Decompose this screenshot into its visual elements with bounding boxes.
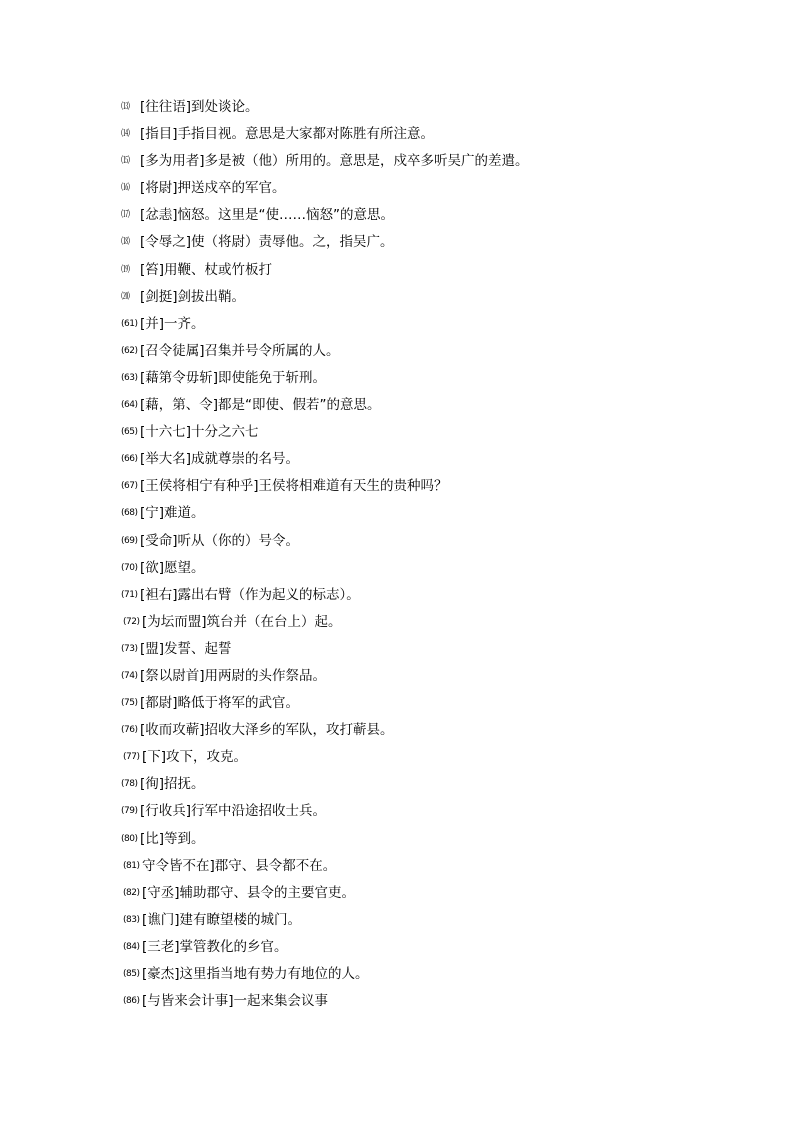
annotation-66 — [121, 446, 761, 473]
annotation-text: [三老]掌管教化的乡官。 — [142, 938, 288, 955]
annotation-number: ⒄ — [121, 210, 130, 221]
annotation-number: (73) — [121, 643, 138, 654]
annotation-58 — [121, 229, 761, 256]
annotation-text: [并]一齐。 — [140, 315, 205, 332]
annotation-text: [收而攻蕲]招收大泽乡的军队，攻打蕲县。 — [140, 722, 394, 739]
annotation-text: [行收兵]行军中沿途招收士兵。 — [140, 803, 327, 820]
annotation-text: [藉，第、令]都是“即使、假若”的意思。 — [140, 397, 381, 414]
annotation-53 — [121, 94, 761, 121]
annotation-number: (63) — [121, 372, 138, 383]
annotation-number: (70) — [121, 562, 138, 573]
annotation-number: (65) — [121, 427, 138, 438]
annotation-text: [与皆来会计事]一起来集会议事 — [142, 993, 329, 1010]
annotation-77 — [121, 744, 761, 771]
annotation-number: (76) — [121, 725, 138, 736]
annotation-59 — [121, 257, 761, 284]
annotation-80 — [121, 826, 761, 853]
annotation-text: [召令徒属]召集并号令所属的人。 — [140, 342, 340, 359]
annotation-57 — [121, 202, 761, 229]
annotation-text: [为坛而盟]筑台并（在台上）起。 — [142, 613, 342, 630]
annotation-56 — [121, 175, 761, 202]
annotation-text: [多为用者]多是被（他）所用的。意思是，戍卒多听吴广的差遣。 — [140, 153, 529, 170]
annotation-67 — [121, 473, 761, 500]
annotation-79 — [121, 798, 761, 825]
annotation-text: [剑挺]剑拔出鞘。 — [140, 288, 246, 305]
annotation-81 — [121, 853, 761, 880]
annotation-text: [豪杰]这里指当地有势力有地位的人。 — [142, 966, 369, 982]
annotation-number: ⒀ — [121, 102, 130, 112]
annotation-number: ⒆ — [121, 264, 130, 275]
annotation-text: [将尉]押送戍卒的军官。 — [140, 180, 286, 197]
annotation-list — [121, 94, 761, 1015]
annotation-text: [袒右]露出右臂（作为起义的标志）。 — [140, 586, 360, 603]
annotation-text: [都尉]略低于将军的武官。 — [140, 695, 300, 712]
annotation-text: [往往语]到处谈论。 — [140, 99, 259, 115]
annotation-65 — [121, 419, 761, 446]
annotation-72 — [121, 609, 761, 636]
annotation-68 — [121, 500, 761, 527]
annotation-69 — [121, 528, 761, 555]
annotation-number: ⒃ — [121, 183, 130, 194]
annotation-text: [宁]难道。 — [140, 505, 205, 522]
annotation-86 — [121, 988, 761, 1015]
annotation-text: [藉第令毋斩]即使能免于斩刑。 — [140, 369, 327, 386]
annotation-number: ⒅ — [121, 237, 130, 248]
annotation-73 — [121, 636, 761, 663]
annotation-number: (69) — [121, 535, 138, 546]
annotation-number: (82) — [123, 887, 140, 898]
annotation-83 — [121, 907, 761, 934]
annotation-text: [指目]手指目视。意思是大家都对陈胜有所注意。 — [140, 126, 435, 143]
annotation-number: (77) — [123, 752, 140, 763]
annotation-number: (84) — [123, 941, 140, 952]
annotation-number: (83) — [123, 914, 140, 925]
annotation-75 — [121, 690, 761, 717]
annotation-number: (66) — [121, 454, 138, 465]
annotation-84 — [121, 934, 761, 961]
annotation-55 — [121, 148, 761, 175]
annotation-number: (61) — [121, 318, 138, 329]
annotation-76 — [121, 717, 761, 744]
annotation-82 — [121, 880, 761, 907]
annotation-text: [盟]发誓、起誓 — [140, 640, 232, 657]
annotation-71 — [121, 582, 761, 609]
annotation-number: (86) — [123, 996, 140, 1007]
annotation-text: [举大名]成就尊崇的名号。 — [140, 451, 300, 468]
annotation-54 — [121, 121, 761, 148]
annotation-text: [十六七]十分之六七 — [140, 424, 259, 441]
annotation-85 — [121, 961, 761, 988]
annotation-number: (68) — [121, 508, 138, 519]
annotation-number: (64) — [121, 400, 138, 411]
annotation-number: (80) — [121, 833, 138, 844]
annotation-number: (85) — [123, 969, 140, 979]
annotation-text: [守丞]辅助郡守、县令的主要官吏。 — [142, 884, 356, 901]
annotation-number: ⒂ — [121, 156, 130, 167]
annotation-64 — [121, 392, 761, 419]
annotation-74 — [121, 663, 761, 690]
annotation-62 — [121, 338, 761, 365]
annotation-70 — [121, 555, 761, 582]
annotation-number: ⒁ — [121, 129, 130, 140]
annotation-number: (78) — [121, 779, 138, 790]
annotation-text: [徇]招抚。 — [140, 776, 205, 793]
annotation-text: [受命]听从（你的）号令。 — [140, 532, 300, 549]
annotation-number: (74) — [121, 670, 138, 681]
annotation-text: [祭以尉首]用两尉的头作祭品。 — [140, 667, 327, 684]
annotation-78 — [121, 771, 761, 798]
annotation-text: [令辱之]使（将尉）责辱他。之，指吴广。 — [140, 234, 394, 251]
annotation-number: (71) — [121, 589, 138, 600]
annotation-number: (72) — [123, 616, 140, 627]
annotation-60 — [121, 284, 761, 311]
annotation-number: (67) — [121, 481, 138, 492]
annotation-text: [谯门]建有瞭望楼的城门。 — [142, 911, 302, 928]
annotation-63 — [121, 365, 761, 392]
annotation-61 — [121, 311, 761, 338]
annotation-number: (75) — [121, 698, 138, 709]
annotation-number: ⒇ — [121, 291, 130, 302]
annotation-text: [忿恚]恼怒。这里是“使……恼怒”的意思。 — [140, 207, 395, 224]
annotation-text: [笞]用鞭、杖或竹板打 — [140, 261, 273, 278]
annotation-number: (81) — [123, 860, 140, 871]
annotation-number: (62) — [121, 345, 138, 356]
annotation-text: [下]攻下，攻克。 — [142, 749, 248, 766]
annotation-text: 守令皆不在]郡守、县令都不在。 — [142, 857, 337, 874]
annotation-text: [比]等到。 — [140, 830, 205, 847]
annotation-text: [欲]愿望。 — [140, 559, 205, 576]
annotation-text: [王侯将相宁有种乎]王侯将相难道有天生的贵种吗？ — [140, 478, 448, 495]
annotation-number: (79) — [121, 806, 138, 817]
